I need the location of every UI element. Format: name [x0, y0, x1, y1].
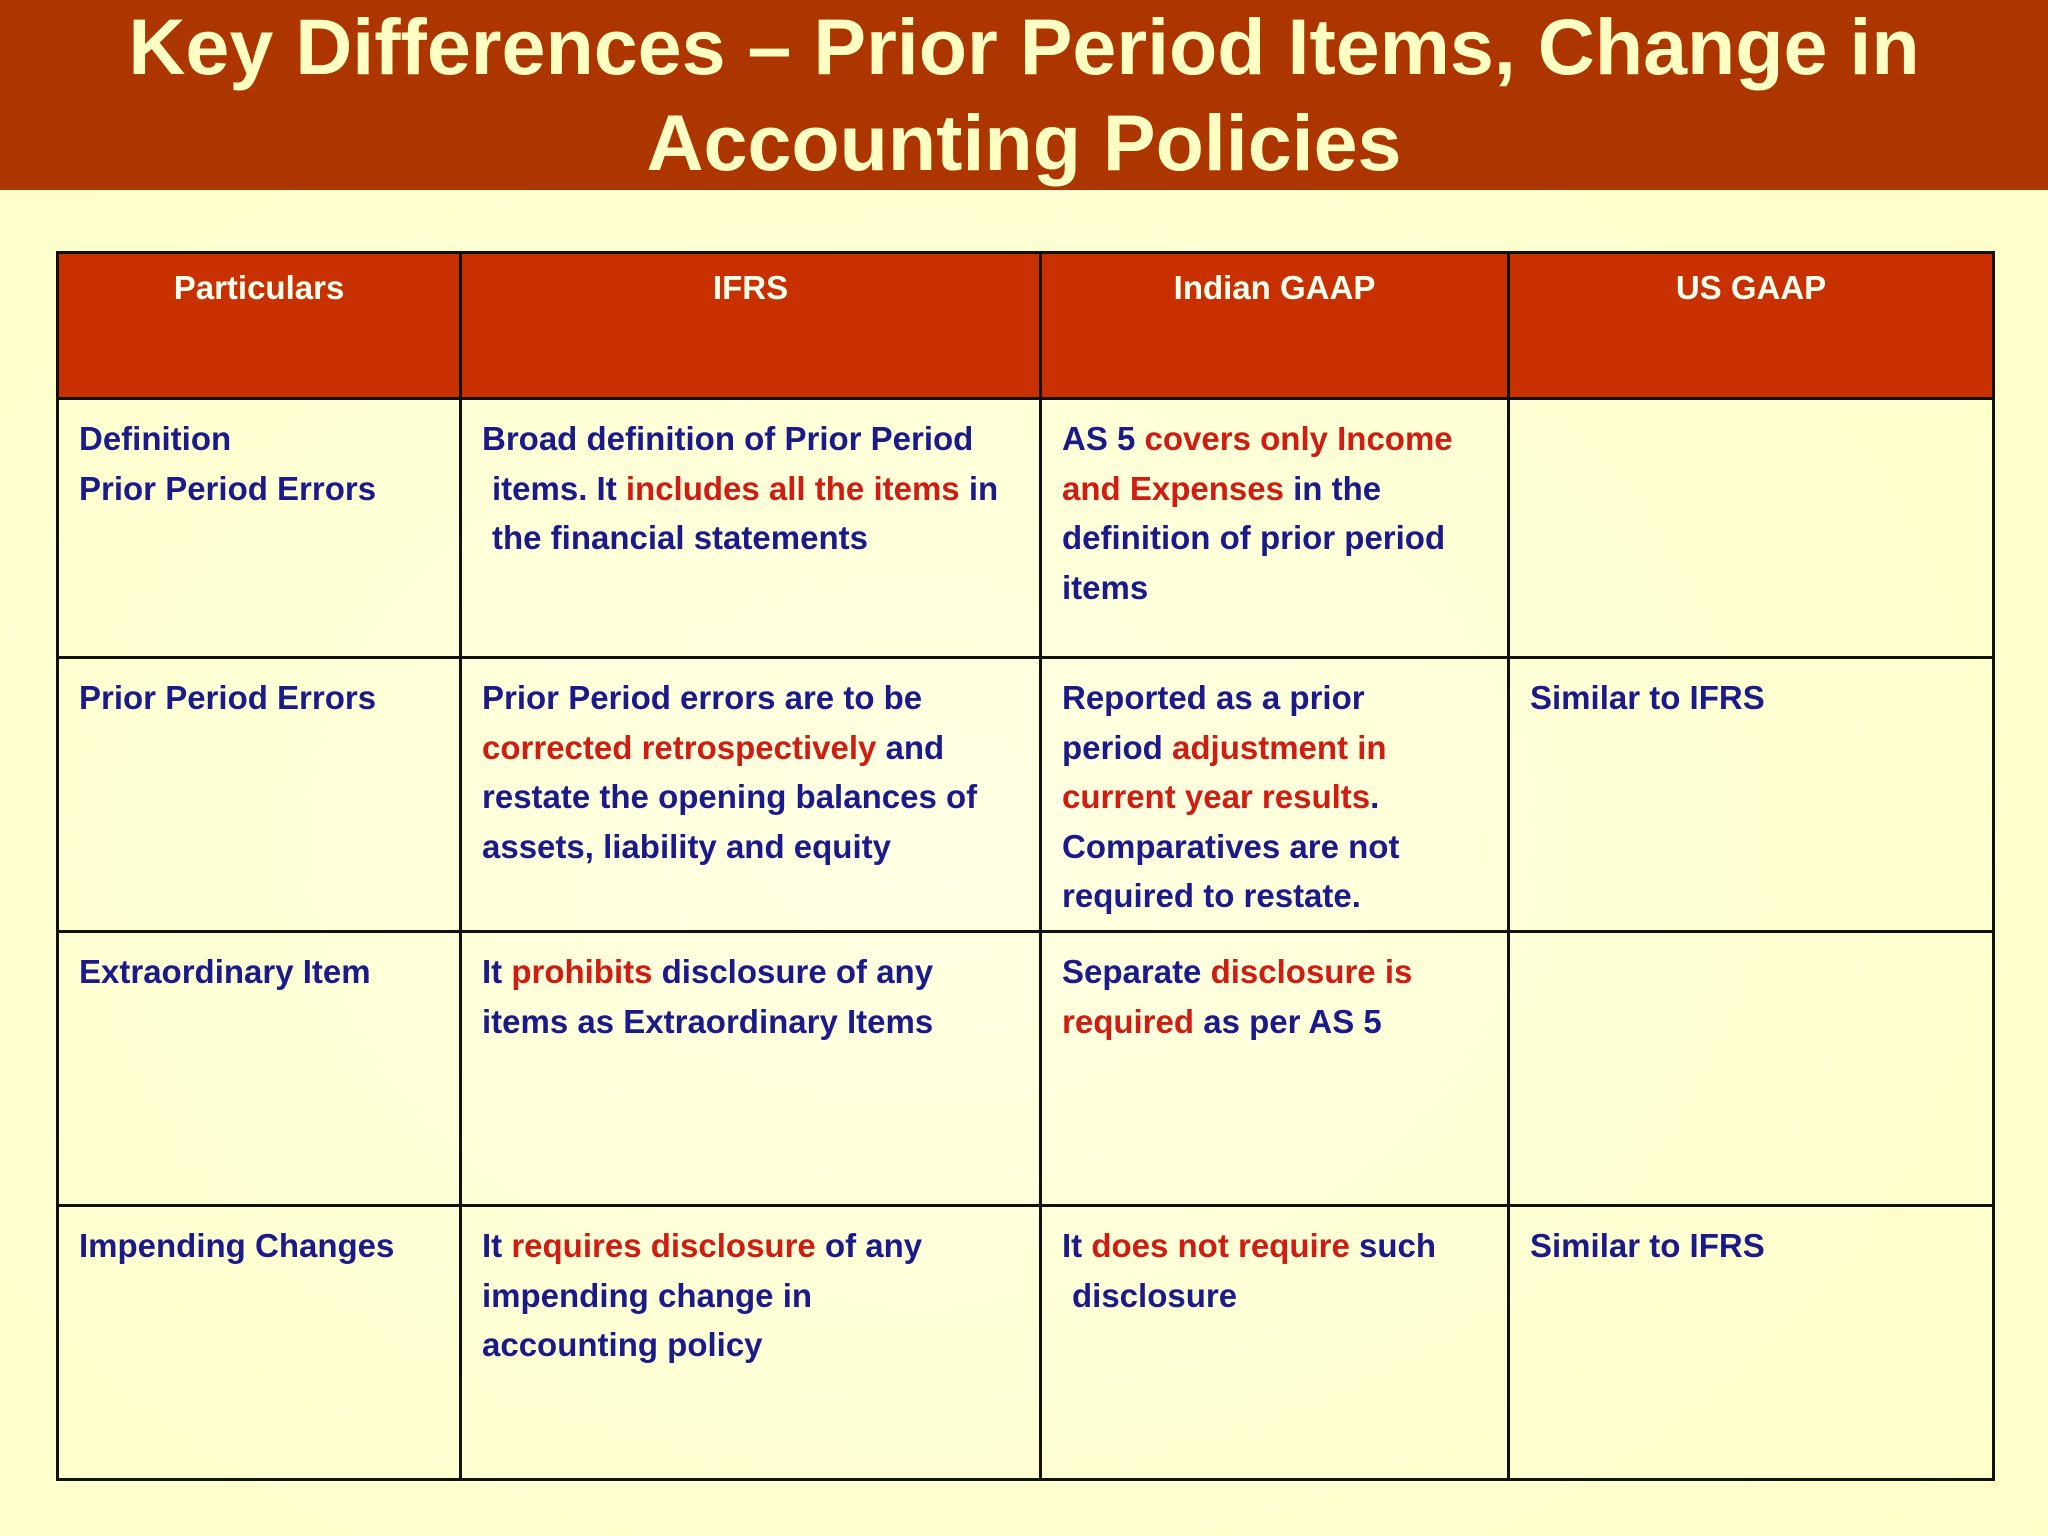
cell-text: AS 5: [1062, 420, 1145, 457]
highlight-text: does not require: [1091, 1227, 1350, 1264]
particulars-cell: [58, 932, 461, 1206]
highlight-text: disclosure is: [1210, 953, 1413, 990]
table-header-row: [58, 253, 1994, 399]
cell-text: It: [482, 953, 512, 990]
cell-text: in: [959, 469, 999, 507]
particulars-cell: [58, 399, 461, 658]
highlight-text: prohibits: [511, 953, 653, 990]
cell-text: as per AS 5: [1194, 1002, 1382, 1040]
cell-text: such: [1349, 1227, 1437, 1264]
particulars-label: Definition: [79, 420, 232, 457]
highlight-text: includes all the items: [625, 469, 960, 507]
particulars-label: Impending Changes: [79, 1227, 395, 1264]
highlight-text: adjustment in: [1172, 728, 1387, 766]
cell-text: Prior Period errors are to be: [482, 679, 923, 716]
us-gaap-cell: [1509, 399, 1994, 658]
header-us-gaap: US GAAP: [1509, 253, 1994, 399]
cell-text: of any: [815, 1227, 923, 1264]
title-bar: [0, 0, 2048, 190]
highlight-text: and Expenses: [1062, 469, 1284, 507]
cell-text: Comparatives are not: [1062, 827, 1400, 865]
us-gaap-cell: Similar to IFRS: [1509, 1206, 1994, 1480]
cell-text: items: [1062, 568, 1149, 606]
cell-text: Separate: [1062, 953, 1211, 990]
highlight-text: current year results: [1062, 778, 1371, 815]
particulars-cell: [58, 658, 461, 932]
particulars-label: Prior Period Errors: [79, 469, 377, 507]
ifrs-cell: [461, 399, 1041, 658]
highlight-text: covers only Income: [1144, 420, 1453, 457]
table-row-definition: [58, 399, 1994, 658]
cell-text: Reported as a prior: [1062, 679, 1365, 716]
cell-text: restate the opening balances of: [482, 778, 978, 815]
cell-text: period: [1062, 728, 1173, 766]
highlight-text: corrected retrospectively: [482, 728, 877, 766]
particulars-label: Extraordinary Item: [79, 953, 371, 990]
cell-text: Broad definition of Prior Period: [482, 420, 974, 457]
header-indian-gaap: Indian GAAP: [1041, 253, 1509, 399]
ifrs-cell: [461, 658, 1041, 932]
cell-text: disclosure: [1072, 1276, 1238, 1314]
particulars-cell: [58, 1206, 461, 1480]
indian-gaap-cell: [1041, 1206, 1509, 1480]
cell-text: the financial statements: [492, 519, 868, 556]
us-gaap-cell: Similar to IFRS: [1509, 658, 1994, 932]
indian-gaap-cell: [1041, 932, 1509, 1206]
cell-text: items as Extraordinary Items: [482, 1002, 934, 1040]
table-row-extraordinary-item: [58, 932, 1994, 1206]
cell-text: assets, liability and equity: [482, 827, 891, 865]
particulars-label: Prior Period Errors: [79, 679, 377, 716]
slide-title: Key Differences – Prior Period Items, Change in Accounting Policies: [128, 2, 1920, 187]
cell-text: .: [1370, 778, 1380, 815]
indian-gaap-cell: [1041, 658, 1509, 932]
highlight-text: requires disclosure: [511, 1227, 816, 1264]
table-row-prior-period-errors: [58, 658, 1994, 932]
ifrs-cell: [461, 1206, 1041, 1480]
cell-text: in the: [1283, 469, 1382, 507]
table-row-impending-changes: [58, 1206, 1994, 1480]
cell-text: items. It: [492, 469, 626, 507]
highlight-text: required: [1062, 1002, 1195, 1040]
cell-text: and: [876, 728, 945, 766]
ifrs-cell: [461, 932, 1041, 1206]
cell-text: definition of prior period: [1062, 519, 1446, 556]
cell-text: accounting policy: [482, 1326, 763, 1363]
cell-text: impending change in: [482, 1276, 813, 1314]
cell-text: required to restate.: [1062, 877, 1361, 914]
cell-text: It: [1062, 1227, 1092, 1264]
indian-gaap-cell: [1041, 399, 1509, 658]
us-gaap-cell: [1509, 932, 1994, 1206]
cell-text: It: [482, 1227, 512, 1264]
header-ifrs: IFRS: [461, 253, 1041, 399]
cell-text: disclosure of any: [652, 953, 934, 990]
header-particulars: Particulars: [58, 253, 461, 399]
comparison-table: [56, 251, 1995, 1481]
